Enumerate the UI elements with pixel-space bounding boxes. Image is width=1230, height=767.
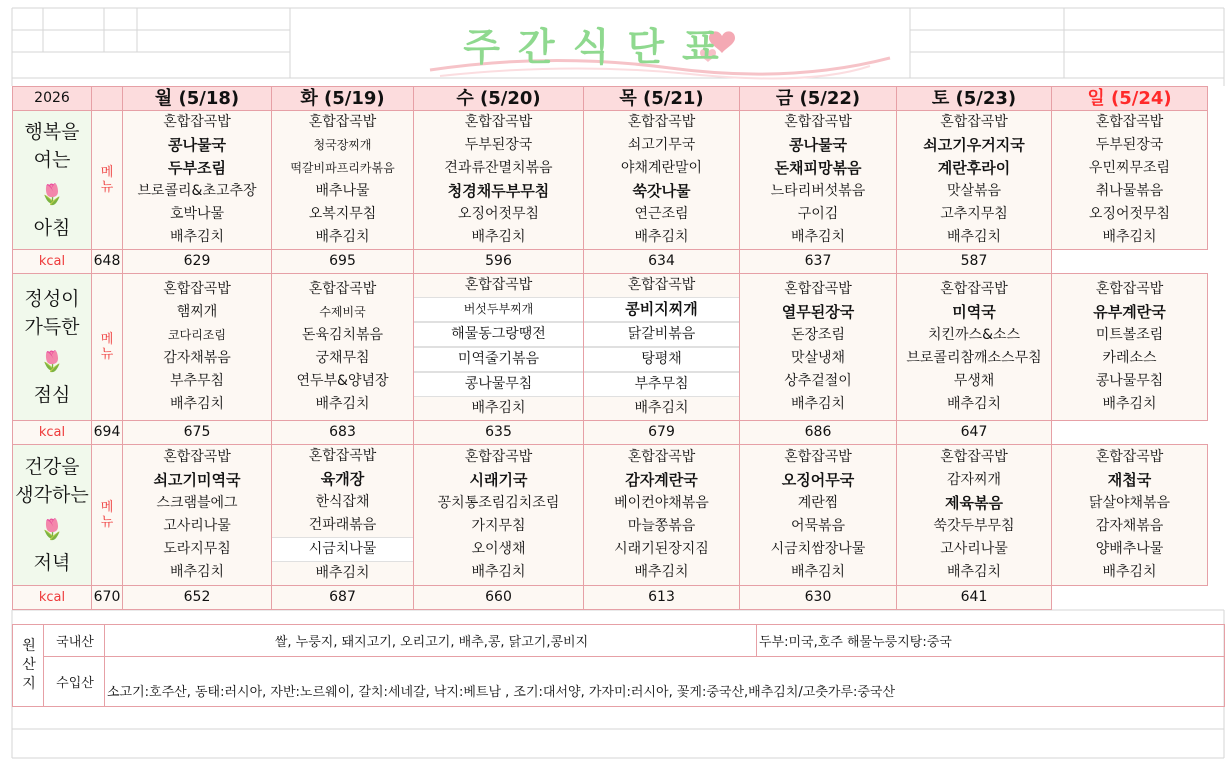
- menu-cell: [123, 111, 272, 250]
- menu-item: 브로콜리참깨소스무침: [906, 350, 1042, 366]
- menu-item: 감자계란국: [625, 471, 698, 489]
- menu-item: 마늘쫑볶음: [627, 518, 696, 534]
- menu-item: 미역국: [952, 303, 996, 321]
- menu-item: 감자찌개: [946, 472, 1002, 488]
- menu-item: 혼합잡곡밥: [784, 449, 852, 465]
- domestic-label: 국내산: [44, 625, 105, 657]
- menu-item: 배추김치: [169, 564, 225, 580]
- menu-item: 배추김치: [946, 229, 1002, 245]
- menu-item: 콩나물국: [168, 136, 226, 154]
- menu-cell: [740, 274, 897, 421]
- menu-cell: [414, 445, 584, 586]
- menu-item: 육개장: [320, 470, 365, 488]
- menu-item: 연두부&양념장: [296, 373, 389, 389]
- menu-item: 호박나물: [169, 206, 225, 222]
- menu-item: 배추김치: [634, 229, 689, 245]
- menu-item: 고사리나물: [940, 541, 1008, 557]
- title-area: [290, 10, 910, 82]
- kcal-value: 647: [897, 421, 1052, 445]
- menu-item: 콩나물국: [789, 136, 847, 154]
- menu-item: 오징어무국: [781, 471, 855, 489]
- dinner-label-cell: [13, 445, 92, 586]
- menu-cell: [584, 111, 740, 250]
- menu-item: 수제비국: [319, 305, 366, 319]
- kcal-value: 670: [92, 586, 123, 610]
- menu-item: 베이컨야채볶음: [614, 495, 709, 511]
- menu-item: 계란후라이: [937, 159, 1011, 177]
- import-label: 수입산: [44, 657, 105, 707]
- menu-item: 배추김치: [471, 564, 526, 580]
- menu-item: 양배추나물: [1095, 541, 1164, 557]
- lunch-kcal-row: [13, 421, 1208, 445]
- menu-item: 꽁치통조림김치조림: [437, 495, 560, 511]
- menu-item: 야채계란말이: [620, 160, 703, 176]
- menu-item: 햄찌개: [176, 304, 218, 320]
- menu-item: 배추김치: [315, 565, 370, 581]
- menu-item: 미트볼조림: [1095, 327, 1164, 343]
- menu-item: 혼합잡곡밥: [1095, 114, 1164, 130]
- kcal-value: 660: [414, 586, 584, 610]
- menu-item: 배추김치: [169, 229, 225, 245]
- dinner-kcal-row: [13, 586, 1208, 610]
- menu-item: 브로콜리&초고추장: [137, 183, 257, 199]
- menu-cell: [272, 274, 414, 421]
- menu-item: 배추김치: [790, 229, 846, 245]
- menu-item: 두부조림: [168, 159, 226, 177]
- menu-item: 해물동그랑땡전: [414, 322, 583, 347]
- menu-item: 계란찜: [797, 495, 839, 511]
- year-cell: 2026: [13, 87, 92, 111]
- meal-title-line: 건강을: [24, 456, 80, 478]
- menu-item: 배추김치: [790, 564, 846, 580]
- menu-item: 혼합잡곡밥: [940, 114, 1008, 130]
- menu-item: 어묵볶음: [790, 518, 846, 534]
- menu-item: 혼합잡곡밥: [1095, 281, 1164, 297]
- origin-label-text: 원 산 지: [22, 638, 36, 692]
- menu-item: 무생채: [953, 373, 995, 389]
- menu-item: 닭살야채볶음: [1088, 495, 1171, 511]
- kcal-value: 596: [414, 250, 584, 274]
- menu-item: 두부된장국: [1095, 137, 1164, 153]
- menu-item: 혼합잡곡밥: [1095, 449, 1164, 465]
- menu-item: 구이김: [797, 206, 839, 222]
- day-header: 수 (5/20): [414, 87, 584, 111]
- breakfast-kcal-row: [13, 250, 1208, 274]
- meal-title-line: 여는: [33, 149, 71, 171]
- menu-item: 쑥갓두부무침: [933, 518, 1015, 534]
- menu-item: 스크램블에그: [156, 495, 238, 511]
- menu-cell: [897, 445, 1052, 586]
- kcal-value: 613: [584, 586, 740, 610]
- menu-item: 배추나물: [315, 183, 370, 199]
- menu-cell: [123, 445, 272, 586]
- day-header: 금 (5/22): [740, 87, 897, 111]
- page-title: 주간식단표: [463, 25, 737, 69]
- menu-item: 가지무침: [471, 518, 526, 534]
- menu-item: 닭갈비볶음: [584, 322, 739, 347]
- meal-title-line: 행복을: [24, 121, 80, 143]
- menu-item: 오복지무침: [308, 206, 377, 222]
- menu-item: 재첩국: [1107, 471, 1152, 489]
- menu-cell: [414, 111, 584, 250]
- menu-item: 배추김치: [1102, 229, 1157, 245]
- menu-item: 카레소스: [1102, 350, 1157, 366]
- meal-name: 아침: [33, 217, 71, 239]
- day-header: 토 (5/23): [897, 87, 1052, 111]
- kcal-value: 694: [92, 421, 123, 445]
- tulip-icon: 🌷: [39, 349, 65, 373]
- origin-label: [13, 625, 44, 707]
- menu-item: 오징어젓무침: [1088, 206, 1171, 222]
- kcal-value: 648: [92, 250, 123, 274]
- kcal-tag: kcal: [13, 421, 92, 445]
- menu-item: 견과류잔멸치볶음: [444, 160, 553, 176]
- lunch-menu-row: [13, 274, 1208, 421]
- menu-item: 쇠고기우거지국: [923, 136, 1025, 154]
- menu-cell: [1052, 445, 1208, 586]
- menu-item: 떡갈비파프리카볶음: [290, 161, 395, 175]
- menu-item: 오이생채: [471, 541, 526, 557]
- kcal-value: 679: [584, 421, 740, 445]
- kcal-value: 630: [740, 586, 897, 610]
- meal-name: 저녁: [33, 552, 71, 574]
- menu-item: 두부된장국: [464, 137, 533, 153]
- menu-item: 돈채피망볶음: [774, 159, 862, 177]
- meal-name: 점심: [33, 384, 71, 406]
- menu-item: 시금치나물: [272, 537, 413, 562]
- menu-cell: [414, 274, 584, 421]
- menu-item: 쑥갓나물: [632, 182, 691, 200]
- menu-cell: [897, 111, 1052, 250]
- menu-tag: 메 뉴: [92, 274, 123, 421]
- day-header: 목 (5/21): [584, 87, 740, 111]
- menu-item: 취나물볶음: [1095, 183, 1164, 199]
- menu-item: 배추김치: [634, 400, 689, 416]
- kcal-value: 652: [123, 586, 272, 610]
- menu-item: 제육볶음: [945, 494, 1003, 512]
- kcal-tag: kcal: [13, 586, 92, 610]
- menu-cell: [1052, 111, 1208, 250]
- menu-item: 한식잡채: [315, 494, 370, 510]
- menu-item: 탕평채: [584, 347, 739, 372]
- tulip-icon: 🌷: [39, 182, 65, 206]
- menu-item: 부추무침: [169, 373, 225, 389]
- menu-item: 배추김치: [1102, 396, 1157, 412]
- menu-item: 코다리조림: [168, 328, 226, 342]
- kcal-value: 587: [897, 250, 1052, 274]
- day-header-row: [13, 87, 1208, 111]
- menu-cell: [584, 274, 740, 421]
- origin-domestic-row: [13, 625, 1225, 657]
- menu-item: 고사리나물: [163, 518, 231, 534]
- menu-item: 배추김치: [790, 396, 846, 412]
- menu-item: 콩비지찌개: [584, 297, 739, 322]
- domestic-items: 쌀, 누룽지, 돼지고기, 오리고기, 배추,콩, 닭고기,콩비지: [105, 625, 757, 657]
- menu-item: 혼합잡곡밥: [627, 449, 696, 465]
- menu-item: 배추김치: [471, 400, 526, 416]
- menu-item: 콩나물무침: [1095, 373, 1164, 389]
- menu-item: 우민찌무조림: [1088, 160, 1171, 176]
- menu-item: 혼합잡곡밥: [464, 449, 533, 465]
- kcal-value: 695: [272, 250, 414, 274]
- menu-item: 도라지무침: [163, 541, 231, 557]
- menu-cell: [584, 445, 740, 586]
- menu-item: 느타리버섯볶음: [770, 183, 866, 199]
- weekly-menu-table: [12, 86, 1208, 610]
- menu-item: 배추김치: [946, 396, 1002, 412]
- day-header: 월 (5/18): [123, 87, 272, 111]
- meal-title-line: 정성이: [24, 288, 80, 310]
- breakfast-menu-row: [13, 111, 1208, 250]
- menu-item: 시래기된장지짐: [614, 541, 709, 557]
- menu-item: 고추지무침: [940, 206, 1008, 222]
- kcal-value: 675: [123, 421, 272, 445]
- menu-item: 배추김치: [634, 564, 689, 580]
- menu-cell: [272, 111, 414, 250]
- kcal-value: 687: [272, 586, 414, 610]
- menu-item: 시금치쌈장나물: [770, 541, 866, 557]
- menu-item: 맛살냉채: [790, 350, 846, 366]
- menu-item: 버섯두부찌개: [414, 297, 583, 322]
- menu-cell: [740, 111, 897, 250]
- kcal-value: 637: [740, 250, 897, 274]
- menu-item: 콩나물무침: [414, 372, 583, 397]
- meal-title-line: 가득한: [24, 316, 80, 338]
- day-header: 화 (5/19): [272, 87, 414, 111]
- kcal-value: 635: [414, 421, 584, 445]
- menu-item: 혼합잡곡밥: [163, 114, 231, 130]
- blank-header-cell: [92, 87, 123, 111]
- menu-item: 연근조림: [634, 206, 689, 222]
- kcal-value: 634: [584, 250, 740, 274]
- day-header-sunday: 일 (5/24): [1052, 87, 1208, 111]
- kcal-value: 641: [897, 586, 1052, 610]
- menu-item: 시래기국: [469, 471, 528, 489]
- menu-item: 쇠고기미역국: [153, 471, 241, 489]
- menu-item: 열무된장국: [781, 303, 855, 321]
- menu-item: 맛살볶음: [946, 183, 1002, 199]
- kcal-value: 629: [123, 250, 272, 274]
- lunch-label-cell: [13, 274, 92, 421]
- menu-tag: 메 뉴: [92, 445, 123, 586]
- menu-item: 청경채두부무침: [447, 182, 550, 200]
- menu-cell: [897, 274, 1052, 421]
- tulip-icon: 🌷: [39, 517, 65, 541]
- tofu-origin: 두부:미국,호주 해물누룽지탕:중국: [757, 625, 1225, 657]
- origin-table: [12, 624, 1225, 707]
- menu-item: 혼합잡곡밥: [940, 449, 1008, 465]
- menu-item: 혼합잡곡밥: [627, 277, 696, 293]
- menu-item: 혼합잡곡밥: [464, 114, 533, 130]
- menu-item: 혼합잡곡밥: [627, 114, 696, 130]
- menu-item: 쇠고기무국: [627, 137, 696, 153]
- menu-item: 혼합잡곡밥: [308, 281, 377, 297]
- menu-cell: [740, 445, 897, 586]
- menu-cell: [123, 274, 272, 421]
- kcal-value: 686: [740, 421, 897, 445]
- menu-cell: [1052, 274, 1208, 421]
- menu-item: 궁채무침: [315, 350, 370, 366]
- menu-item: 청국장찌개: [313, 138, 372, 152]
- dinner-menu-row: [13, 445, 1208, 586]
- menu-cell: [272, 445, 414, 586]
- menu-item: 혼합잡곡밥: [784, 114, 852, 130]
- menu-item: 감자채볶음: [1095, 518, 1164, 534]
- menu-item: 혼합잡곡밥: [163, 281, 231, 297]
- menu-item: 배추김치: [315, 229, 370, 245]
- menu-item: 혼합잡곡밥: [163, 449, 231, 465]
- menu-item: 유부계란국: [1093, 303, 1166, 321]
- origin-import-row: [13, 657, 1225, 707]
- menu-item: 건파래볶음: [308, 517, 377, 533]
- menu-item: 감자채볶음: [163, 350, 231, 366]
- menu-item: 돈육김치볶음: [301, 327, 384, 343]
- menu-item: 배추김치: [315, 396, 370, 412]
- menu-item: 오징어젓무침: [457, 206, 540, 222]
- menu-item: 혼합잡곡밥: [464, 277, 533, 293]
- menu-item: 혼합잡곡밥: [784, 281, 852, 297]
- menu-item: 미역줄기볶음: [414, 347, 583, 372]
- menu-item: 돈장조림: [790, 327, 846, 343]
- menu-tag: 메 뉴: [92, 111, 123, 250]
- menu-item: 치킨까스&소스: [927, 327, 1021, 343]
- meal-title-line: 생각하는: [15, 484, 89, 506]
- menu-item: 배추김치: [169, 396, 225, 412]
- breakfast-label-cell: [13, 111, 92, 250]
- menu-item: 배추김치: [471, 229, 526, 245]
- menu-item: 혼합잡곡밥: [308, 448, 377, 464]
- menu-item: 상추겉절이: [784, 373, 852, 389]
- kcal-tag: kcal: [13, 250, 92, 274]
- menu-item: 배추김치: [1102, 564, 1157, 580]
- import-items: 소고기:호주산, 동태:러시아, 자반:노르웨이, 갈치:세네갈, 낙지:베트남 , 조기:대서양, 가자미:러시아, 꽃게:중국산,배추김치/고춧가루:중국산: [105, 657, 1225, 707]
- menu-item: 혼합잡곡밥: [308, 114, 377, 130]
- kcal-value: 683: [272, 421, 414, 445]
- menu-item: 부추무침: [584, 372, 739, 397]
- menu-item: 혼합잡곡밥: [940, 281, 1008, 297]
- menu-item: 배추김치: [946, 564, 1002, 580]
